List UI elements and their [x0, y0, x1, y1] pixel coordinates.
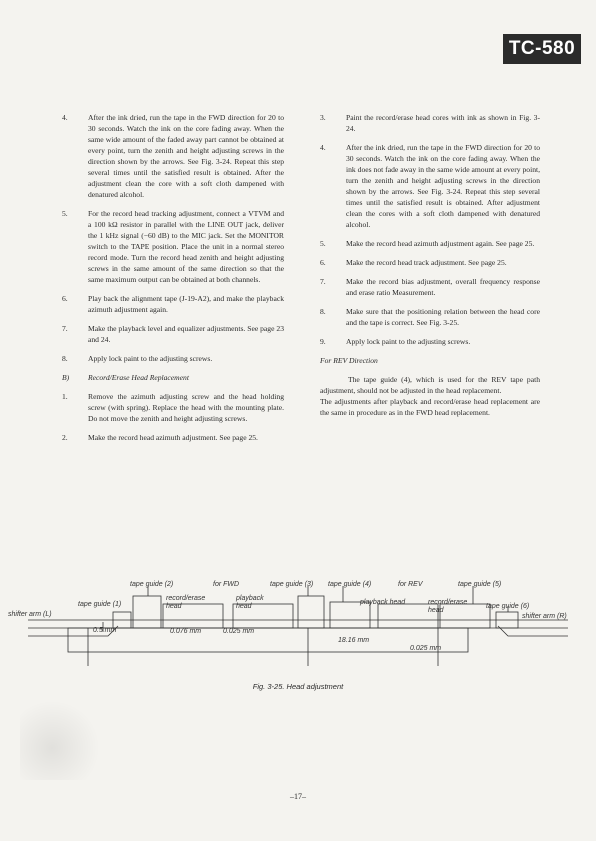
step-text: Apply lock paint to the adjusting screws. [88, 354, 213, 363]
step-number: 7. [320, 277, 326, 286]
list-item [320, 306, 540, 328]
step-number: 5. [320, 239, 326, 248]
step-number: 9. [320, 337, 326, 346]
label-record-erase-head-2: head [166, 603, 182, 610]
list-item [62, 391, 284, 424]
label-tape-guide-4: tape guide (4) [328, 581, 372, 588]
left-steps-a [62, 112, 284, 364]
label-tape-guide-3: tape guide (3) [270, 581, 314, 588]
label-shifter-arm-l: shifter arm (L) [8, 611, 52, 618]
list-item [320, 238, 540, 249]
list-item [320, 336, 540, 347]
list-item [62, 293, 284, 315]
tape-guide-2-shape [133, 596, 161, 628]
list-item [62, 353, 284, 364]
step-text: Apply lock paint to the adjusting screws. [346, 337, 471, 346]
step-number: 4. [62, 113, 68, 122]
section-heading-b [62, 372, 284, 383]
list-item [62, 208, 284, 285]
label-tape-guide-5: tape guide (5) [458, 581, 502, 588]
label-tape-guide-2: tape guide (2) [130, 581, 174, 588]
step-text: Remove the azimuth adjusting screw and the head holding screw (with spring). Replace the head with the mounting plate. Do not move the zenith and height adjusting screws. [88, 392, 284, 423]
step-text: Make the record head track adjustment. See page 25. [346, 258, 507, 267]
step-number: 3. [320, 113, 326, 122]
label-dim-0-025-a: 0.025 mm [223, 628, 255, 635]
label-playback-head-2: head [236, 603, 252, 610]
section-number: B) [62, 373, 70, 382]
shifter-arm-r-shape [498, 626, 568, 636]
label-dim-0-5: 0.5 mm [93, 627, 117, 634]
step-text: Make the record head azimuth adjustment. See page 25. [88, 433, 258, 442]
label-record-erase-head-1: record/erase [166, 595, 206, 602]
head-diagram [8, 576, 588, 676]
step-text: After the ink dried, run the tape in the FWD direction for 20 to 30 seconds. Watch the ink on the core fading away. When the ink does not fade away in the same wide amount at every point, turn the zenith and height adjusting screws in the direction shown by the arrows. See Fig. 3-24. Repeat this step several times until the satisfied result is obtained. After adjustment clean the cores with a soft cloth dampened with denatured alcohol. [346, 143, 540, 229]
step-text: Make the record head azimuth adjustment again. See page 25. [346, 239, 535, 248]
right-column [320, 112, 540, 418]
step-number: 4. [320, 143, 326, 152]
label-dim-0-025-b: 0.025 mm [410, 645, 442, 652]
step-number: 6. [62, 294, 68, 303]
list-item [62, 323, 284, 345]
step-text: Paint the record/erase head cores with ink as shown in Fig. 3-24. [346, 113, 540, 133]
label-playback-head-1: playback [236, 595, 264, 602]
step-text: Play back the alignment tape (J-19-A2), and make the playback azimuth adjustment again. [88, 294, 284, 314]
left-column [62, 112, 284, 451]
page-number: –17– [290, 792, 306, 801]
list-item [320, 112, 540, 134]
right-steps [320, 112, 540, 347]
model-badge: TC-580 [503, 34, 581, 64]
paragraph: The adjustments after playback and record/erase head replacement are the same in procedure as in the FWD head replacement. [320, 397, 540, 417]
step-number: 5. [62, 209, 68, 218]
step-number: 7. [62, 324, 68, 333]
section-title: Record/Erase Head Replacement [88, 373, 189, 382]
step-text: For the record head tracking adjustment, connect a VTVM and a 100 kΩ resistor in parallel with the LINE OUT jack, deliver the 1 kHz signal (−60 dB) to the MIC jack. Set the MONITOR switch to the TAPE position. Place the unit in a normal stereo record mode. Turn the record head zenith and height adjusting screws in the same amount of the same direction so that the same maximum output can be obtained at both channels. [88, 209, 284, 284]
step-number: 8. [320, 307, 326, 316]
list-item [320, 257, 540, 268]
list-item [320, 276, 540, 298]
record-erase-head-right-shape [440, 604, 490, 628]
step-text: Make the record bias adjustment, overall frequency response and erase ratio Measurement. [346, 277, 540, 297]
step-number: 6. [320, 258, 326, 267]
step-text: Make the playback level and equalizer adjustments. See page 23 and 24. [88, 324, 284, 344]
step-number: 1. [62, 392, 68, 401]
label-dim-0-076: 0.076 mm [170, 628, 202, 635]
list-item [320, 142, 540, 230]
step-number: 8. [62, 354, 68, 363]
section-heading-rev: For REV Direction [320, 356, 378, 365]
label-dim-18-16: 18.16 mm [338, 637, 370, 644]
mounting-plate-shape [68, 628, 468, 652]
label-record-erase-right-1: record/erase [428, 599, 468, 606]
list-item [62, 432, 284, 443]
label-record-erase-right-2: head [428, 607, 444, 614]
paragraph: The tape guide (4), which is used for the REV tape path adjustment, should not be adjusted in the head replacement. [320, 375, 540, 395]
step-text: Make sure that the positioning relation between the head core and the tape is correct. See Fig. 3-25. [346, 307, 540, 327]
tape-guide-3-shape [298, 596, 324, 628]
list-item [62, 112, 284, 200]
label-tape-guide-6: tape guide (6) [486, 603, 530, 610]
figure-caption: Fig. 3-25. Head adjustment [252, 682, 344, 691]
step-text: After the ink dried, run the tape in the FWD direction for 20 to 30 seconds. Watch the ink on the core fading away. When the same wide amount of the faded away part cannot be obtained at every point, turn the zenith and height adjusting screws in the direction shown by the arrows. See Fig. 3-24. Repeat this step several times until the satisfied result is obtained. After the adjustment clean the core with a soft cloth dampened with denatured alcohol. [88, 113, 284, 199]
label-for-rev: for REV [398, 581, 423, 588]
label-for-fwd: for FWD [213, 581, 240, 588]
label-tape-guide-1: tape guide (1) [78, 601, 122, 608]
head-adjustment-figure [8, 576, 588, 676]
label-playback-head-right: playback head [360, 599, 406, 606]
step-number: 2. [62, 433, 68, 442]
label-shifter-arm-r: shifter arm (R) [522, 613, 567, 620]
scan-artifact [20, 700, 100, 780]
left-steps-b [62, 391, 284, 443]
